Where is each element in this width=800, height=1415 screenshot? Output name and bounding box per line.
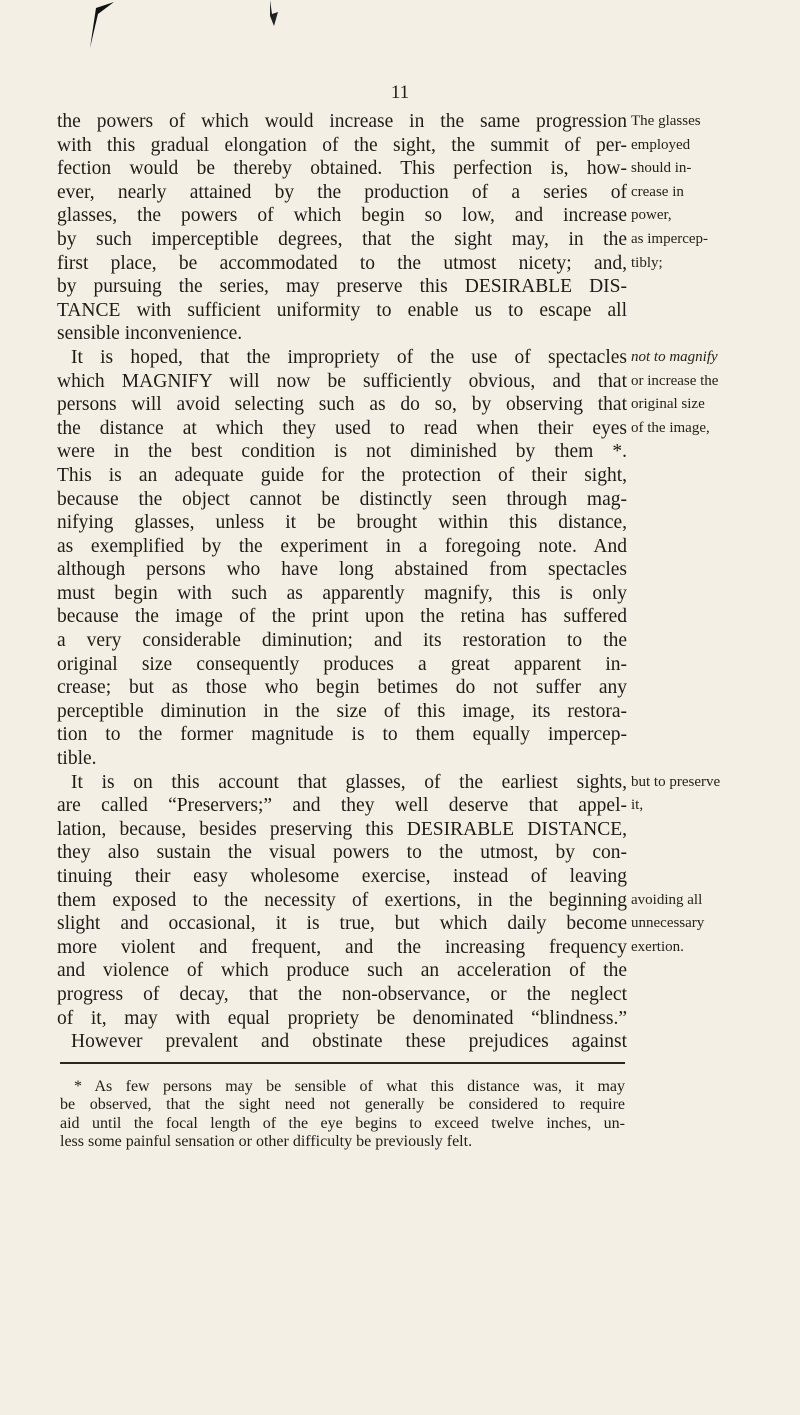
text-line	[57, 629, 747, 653]
text-line	[57, 1007, 747, 1031]
text-line	[57, 157, 747, 181]
line-text: ever, nearly attained by the production of a series of	[57, 181, 627, 203]
line-text: must begin with such as apparently magnify, this is only	[57, 582, 627, 604]
text-line	[57, 841, 747, 865]
line-text: perceptible diminution in the size of this image, its restora-	[57, 700, 627, 722]
text-line	[57, 134, 747, 158]
margin-note: crease in	[631, 183, 684, 200]
line-text: nifying glasses, unless it be brought within this distance,	[57, 512, 627, 534]
text-line	[57, 912, 747, 936]
line-text: TANCE with sufficient uniformity to enable us to escape all	[57, 299, 627, 321]
line-text: and violence of which produce such an acceleration of the	[57, 960, 627, 982]
line-text: which MAGNIFY will now be sufficiently obvious, and that	[57, 370, 627, 392]
text-line	[57, 794, 747, 818]
line-text: they also sustain the visual powers to the utmost, by con-	[57, 842, 627, 864]
text-line	[57, 204, 747, 228]
line-text: them exposed to the necessity of exertions, in the beginning	[57, 889, 627, 911]
line-text: because the image of the print upon the retina has suffered	[57, 606, 627, 628]
line-text: were in the best condition is not diminished by them *.	[57, 441, 627, 463]
footnote-line: be observed, that the sight need not generally be considered to require	[60, 1096, 625, 1114]
margin-note: The glasses	[631, 113, 701, 129]
line-text: because the object cannot be distinctly seen through mag-	[57, 488, 627, 510]
text-line	[57, 818, 747, 842]
line-text: persons will avoid selecting such as do so, by observing that	[57, 394, 627, 416]
text-line	[57, 346, 747, 370]
footnote-line: less some painful sensation or other difficulty be previously felt.	[60, 1133, 473, 1151]
text-line	[57, 700, 747, 724]
line-text: crease; but as those who begin betimes do not suffer any	[57, 677, 627, 699]
text-line	[57, 299, 747, 323]
text-line	[57, 605, 747, 629]
text-line	[57, 181, 747, 205]
margin-note: but to preserve	[631, 773, 721, 790]
line-text: by pursuing the series, may preserve this DESIRABLE DIS-	[57, 276, 627, 298]
text-line	[57, 393, 747, 417]
line-text: with this gradual elongation of the sight, the summit of per-	[57, 134, 627, 156]
text-line	[57, 747, 747, 771]
footnote-line: aid until the focal length of the eye begins to exceed twelve inches, un-	[60, 1114, 625, 1132]
text-line	[57, 582, 747, 606]
text-line	[57, 535, 747, 559]
margin-note: as impercep-	[631, 230, 709, 247]
text-line	[57, 110, 747, 134]
margin-note: should in-	[631, 160, 692, 177]
text-line	[57, 1030, 747, 1054]
margin-note: original size	[631, 396, 705, 413]
text-line	[57, 228, 747, 252]
text-line	[57, 488, 747, 512]
margin-note: tibly;	[631, 254, 663, 271]
line-text: However prevalent and obstinate these prejudices against	[71, 1031, 627, 1053]
footnote-line: * As few persons may be sensible of what this distance was, it may	[74, 1078, 625, 1095]
text-line	[57, 936, 747, 960]
line-text: are called “Preservers;” and they well deserve that appel-	[57, 795, 627, 817]
line-text: although persons who have long abstained from spectacles	[57, 559, 627, 581]
line-text: as exemplified by the experiment in a foregoing note. And	[57, 535, 627, 557]
line-text: by such imperceptible degrees, that the sight may, in the	[57, 228, 627, 250]
text-line	[57, 322, 747, 346]
text-line	[57, 417, 747, 441]
main-text	[57, 110, 747, 1054]
text-line	[57, 653, 747, 677]
page-number: 11	[390, 82, 410, 103]
text-line	[57, 889, 747, 913]
text-line	[57, 252, 747, 276]
line-text: sensible inconvenience.	[57, 323, 243, 345]
line-text: tinuing their easy wholesome exercise, instead of leaving	[57, 866, 627, 887]
text-line	[57, 676, 747, 700]
line-text: original size consequently produces a great apparent in-	[57, 653, 627, 675]
line-text: tion to the former magnitude is to them equally impercep-	[57, 724, 627, 746]
margin-note: exertion.	[631, 938, 684, 955]
margin-note: of the image,	[631, 419, 710, 436]
text-line	[57, 440, 747, 464]
footnote-rule	[60, 1062, 625, 1064]
line-text: slight and occasional, it is true, but which daily become	[57, 913, 627, 935]
line-text: the distance at which they used to read when their eyes	[57, 417, 627, 439]
margin-note: not to magnify	[631, 348, 718, 365]
margin-note: employed	[631, 136, 691, 153]
text-line	[57, 983, 747, 1007]
line-text: tible.	[57, 748, 97, 770]
ink-mark-icon	[88, 0, 116, 50]
margin-note: power,	[631, 207, 672, 224]
text-line	[57, 370, 747, 394]
line-text: more violent and frequent, and the increasing frequency	[57, 936, 627, 958]
line-text: fection would be thereby obtained. This perfection is, how-	[57, 158, 627, 180]
margin-note: avoiding all	[631, 891, 703, 908]
line-text: It is on this account that glasses, of the earliest sights,	[71, 771, 627, 793]
margin-note: or increase the	[631, 372, 719, 389]
text-line	[57, 558, 747, 582]
margin-note: unnecessary	[631, 915, 705, 932]
line-text: progress of decay, that the non-observance, or the neglect	[57, 983, 627, 1005]
text-line	[57, 275, 747, 299]
text-line	[57, 511, 747, 535]
ink-tick-icon	[268, 0, 280, 26]
line-text: This is an adequate guide for the protection of their sight,	[57, 464, 627, 486]
text-line	[57, 464, 747, 488]
line-text: glasses, the powers of which begin so low, and increase	[57, 205, 627, 227]
text-line	[57, 771, 747, 795]
footnote	[60, 1078, 625, 1152]
line-text: It is hoped, that the impropriety of the use of spectacles	[71, 346, 627, 368]
line-text: lation, because, besides preserving this DESIRABLE DISTANCE,	[57, 818, 627, 840]
margin-note: it,	[631, 797, 644, 814]
line-text: the powers of which would increase in the same progression	[57, 111, 627, 132]
line-text: first place, be accommodated to the utmost nicety; and,	[57, 252, 627, 274]
text-line	[57, 959, 747, 983]
line-text: a very considerable diminution; and its restoration to the	[57, 630, 627, 652]
text-line	[57, 865, 747, 889]
line-text: of it, may with equal propriety be denominated “blindness.”	[57, 1007, 627, 1029]
text-line	[57, 723, 747, 747]
